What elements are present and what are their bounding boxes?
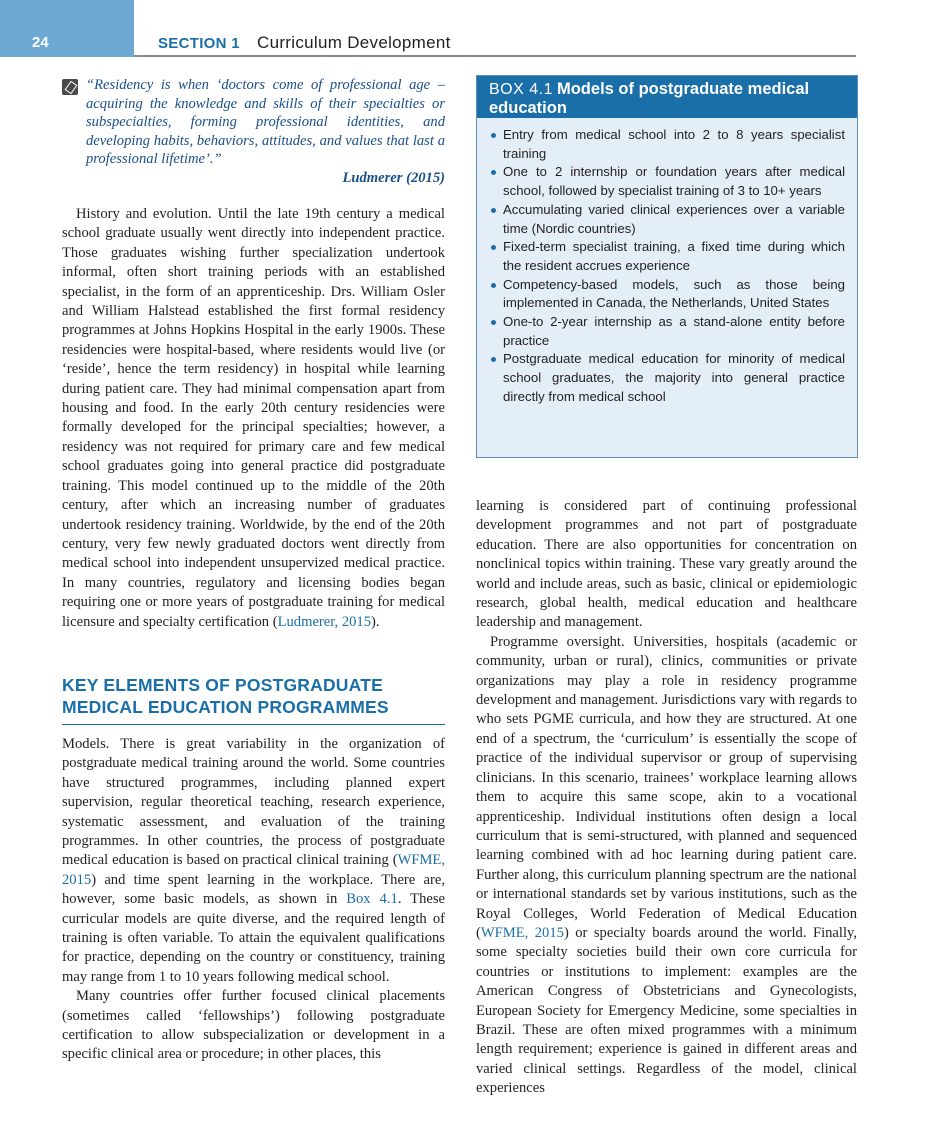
clinical-placements-paragraph: Many countries offer further focused clinical placements (sometimes called ‘fellowships’) following postgraduate certification to allow subspecialization or development in a specific clinical area or procedure; in other places, this bbox=[62, 988, 445, 1063]
wfme-citation-link[interactable]: WFME, 2015 bbox=[480, 924, 564, 941]
wfme-citation-link[interactable]: WFME, 2015 bbox=[62, 852, 445, 888]
models-paragraph bbox=[62, 735, 445, 987]
continuation-paragraph: learning is considered part of continuing professional development programmes and not part of postgraduate education. There are also opportunities for concentration on nonclinical topics within training. These vary greatly around the world and include areas, such as basic, clinical or epidemiologic research, global health, medical education and healthcare leadership and management. bbox=[476, 498, 857, 631]
history-runin: History and evolution. bbox=[76, 206, 212, 222]
pushpin-icon bbox=[62, 79, 78, 95]
page-number: 24 bbox=[32, 34, 49, 51]
box-list-item: Fixed-term specialist training, a fixed time during which the resident accrues experience bbox=[503, 238, 845, 275]
section-label: SECTION 1 bbox=[158, 35, 240, 52]
section-title: Curriculum Development bbox=[257, 33, 451, 52]
history-text: Until the late 19th century a medical school graduate usually went directly into independent practice. Those graduates wishing further specialization undertook informal, often short training periods with an established specialist, in the form of an apprenticeship. Drs. William Osler and William Halstead established the first formal residency programmes at Johns Hopkins Hospital in the early 1900s. These residencies were hospital-based, where residents would live (or ‘reside’, hence the term residency) in hospital while learning during patient care. They had minimal compensation apart from housing and food. In the early 20th century residencies were formally developed for the principal specialties; however, a residency was not required for primary care and few medical school graduates going into general practice did postgraduate training. This model continued up to the middle of the 20th century, after which an increasing number of graduates undertook residency training. Worldwide, by the end of the 20th century, very few newly graduated doctors went directly from medical school into independent unsupervized medical practice. In many countries, regulatory and licensing bodies began requiring one or more years of postgraduate training for medical licensure and specialty certification ( bbox=[62, 206, 445, 630]
box-4-1-link[interactable]: Box 4.1 bbox=[346, 891, 398, 908]
box-list-item: Postgraduate medical education for minority of medical school graduates, the majority into general practice directly from medical school bbox=[503, 350, 845, 406]
box-list-item: One-to 2-year internship as a stand-alone entity before practice bbox=[503, 313, 845, 350]
box-4-1 bbox=[476, 75, 858, 458]
right-column bbox=[476, 497, 857, 1099]
left-column bbox=[62, 76, 445, 1065]
oversight-text-1: Universities, hospitals (academic or community, urban or rural), clinics, communities or private organizations may play a role in residency programme development and management. Jurisdictions vary with regards to who sets PGME curricula, and how they are structured. At one end of a spectrum, the ‘curriculum’ is essentially the scope of practice of the individual supervisor or group of supervising clinicians. In this scenario, trainees’ workplace learning allows them to acquire this same scope, akin to a vocational apprenticeship. Individual institutions often design a local curriculum that is semi-structured, with planned and sequenced learning combined with ad hoc learning during patient care. Further along, this curriculum planning spectrum are the national or international standards set by various institutions, such as the Royal Colleges, World Federation of Medical Education ( bbox=[476, 633, 857, 941]
heading-rule bbox=[62, 724, 445, 725]
epigraph-quote bbox=[62, 76, 445, 187]
box-list-item: Competency-based models, such as those being implemented in Canada, the Netherlands, United States bbox=[503, 276, 845, 313]
header-rule bbox=[134, 55, 856, 57]
heading-line-2: MEDICAL EDUCATION PROGRAMMES bbox=[62, 696, 389, 717]
heading-line-1: KEY ELEMENTS OF POSTGRADUATE bbox=[62, 674, 383, 695]
box-label: BOX 4.1 bbox=[489, 81, 553, 98]
models-text-1: There is great variability in the organization of postgraduate medical training around the world. Some countries have structured programmes, including planned expert supervision, regular theoretical teaching, research experience, systematic assessment, and evaluation of the training programmes. In other countries, the process of postgraduate medical education is based on practical clinical training ( bbox=[62, 735, 445, 869]
box-list-item: Entry from medical school into 2 to 8 years specialist training bbox=[503, 126, 845, 163]
box-list-item: One to 2 internship or foundation years after medical school, followed by specialist training of 3 to 10+ years bbox=[503, 163, 845, 200]
models-text-3: . These curricular models are quite diverse, and the required length of training is often variable. To attain the equivalent qualifications for practice, depending on the country or constituency, training may range from 1 to 10 years following medical school. bbox=[62, 891, 446, 985]
oversight-text-2: ) or specialty boards around the world. Finally, some specialty societies build their own core curricula for countries or institutions to implement: examples are the American Congress of Obstetricians and Gynecologists, European Society for Emergency Medicine, some specialties in Brazil. These are often mixed programmes with a minimum length requirement; experience is gained in different areas and varied clinical settings. Regardless of the model, clinical experiences bbox=[476, 924, 858, 1097]
section-heading bbox=[62, 674, 445, 718]
box-title: Models of postgraduate medical education bbox=[489, 80, 810, 117]
box-header bbox=[477, 76, 857, 118]
history-text-end: ). bbox=[371, 613, 380, 630]
models-runin: Models. bbox=[62, 735, 110, 752]
models-text-2: ) and time spent learning in the workplace. There are, however, some basic models, as shown in bbox=[62, 871, 445, 908]
quote-text: “Residency is when ‘doctors come of professional age – acquiring the knowledge and skills of their specialties or subspecialties, forming professional identities, and developing habits, behaviors, attitudes, and values that last a professional lifetime’.” bbox=[86, 77, 445, 167]
quote-attribution: Ludmerer (2015) bbox=[342, 169, 445, 186]
ludmerer-citation-link[interactable]: Ludmerer, 2015 bbox=[277, 613, 372, 630]
oversight-runin: Programme oversight. bbox=[490, 633, 625, 650]
box-list bbox=[477, 118, 857, 407]
history-paragraph bbox=[62, 205, 445, 632]
box-list-item: Accumulating varied clinical experiences over a variable time (Nordic countries) bbox=[503, 201, 845, 238]
page-number-tab bbox=[0, 0, 134, 57]
oversight-paragraph bbox=[476, 633, 857, 1099]
